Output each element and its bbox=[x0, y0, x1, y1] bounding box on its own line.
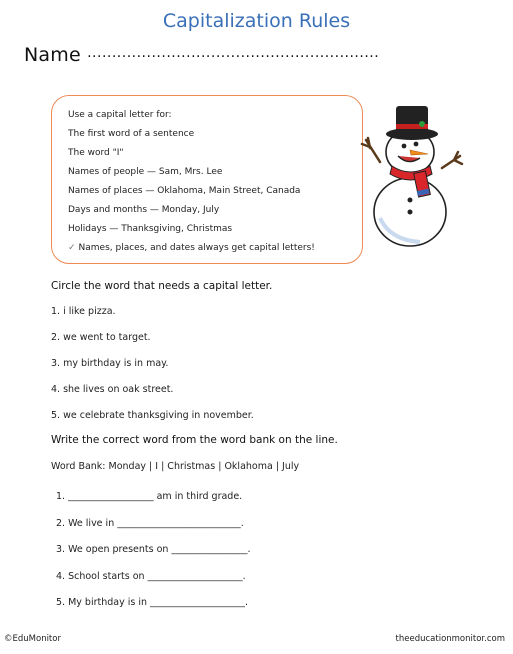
part2-sentence: 4. School starts on ____________________. bbox=[56, 571, 246, 582]
footer-website: theeducationmonitor.com bbox=[395, 634, 505, 644]
part1-heading: Circle the word that needs a capital letter. bbox=[51, 280, 273, 292]
part1-sentence: 2. we went to target. bbox=[51, 332, 151, 343]
name-line bbox=[24, 44, 379, 66]
part2-sentence: 5. My birthday is in ____________________. bbox=[56, 597, 249, 608]
part1-sentence: 1. i like pizza. bbox=[51, 306, 116, 317]
rules-reminder-row bbox=[68, 243, 362, 262]
rule-item: The word "I" bbox=[68, 148, 124, 158]
rule-item: Days and months — Monday, July bbox=[68, 205, 220, 215]
part1-sentence: 3. my birthday is in may. bbox=[51, 358, 169, 369]
part1-sentence: 4. she lives on oak street. bbox=[51, 384, 174, 395]
check-icon: ✓ bbox=[68, 243, 76, 253]
part1-sentence: 5. we celebrate thanksgiving in november. bbox=[51, 410, 254, 421]
word-bank: Word Bank: Monday | I | Christmas | Oklahoma | July bbox=[51, 461, 300, 472]
rules-reminder: Names, places, and dates always get capital letters! bbox=[78, 243, 315, 253]
name-dots: ........................................................... bbox=[87, 45, 380, 61]
part2-heading: Write the correct word from the word bank on the line. bbox=[51, 434, 338, 446]
rules-intro: Use a capital letter for: bbox=[68, 110, 172, 120]
name-label: Name bbox=[24, 44, 81, 66]
rule-item: Holidays — Thanksgiving, Christmas bbox=[68, 224, 233, 234]
part2-sentence: 3. We open presents on ________________. bbox=[56, 544, 251, 555]
rules-box bbox=[51, 95, 363, 264]
snowman-illustration bbox=[360, 100, 466, 250]
part2-sentence: 1. __________________ am in third grade. bbox=[56, 491, 243, 502]
rule-item: The first word of a sentence bbox=[68, 129, 195, 139]
footer-copyright: ©EduMonitor bbox=[4, 634, 61, 644]
rule-item: Names of people — Sam, Mrs. Lee bbox=[68, 167, 223, 177]
worksheet-title: Capitalization Rules bbox=[162, 10, 351, 32]
part2-sentence: 2. We live in __________________________. bbox=[56, 518, 244, 529]
rule-item: Names of places — Oklahoma, Main Street, Canada bbox=[68, 186, 301, 196]
